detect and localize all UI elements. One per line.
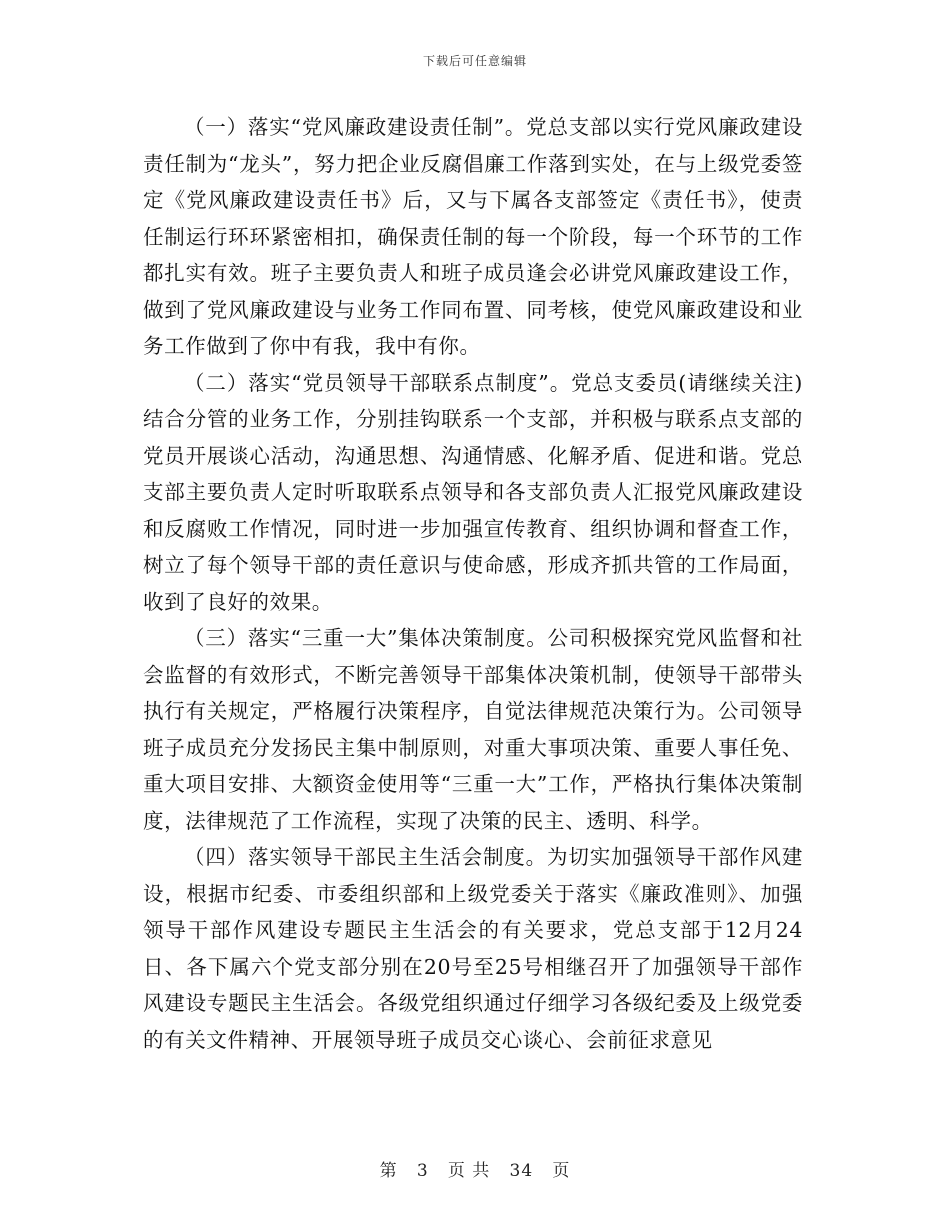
paragraph-4: （四）落实领导干部民主生活会制度。为切实加强领导干部作风建设，根据市纪委、市委组织部和上级党委关于落实《廉政准则》、加强领导干部作风建设专题民主生活会的有关要求，党总支部于12月24日、各下属六个党支部分别在20号至25号相继召开了加强领导干部作风建设专题民主生活会。各级党组织通过仔细学习各级纪委及上级党委的有关文件精神、开展领导班子成员交心谈心、会前征求意见 [143,845,803,1052]
header-note: 下载后可任意编辑 [422,54,527,68]
page-number-footer [0,1156,950,1181]
document-body [143,109,803,1058]
footer-prefix: 第 [379,1161,398,1181]
footer-total-pages: 34 [509,1161,534,1181]
footer-page-number: 3 [416,1161,429,1181]
paragraph-2: （二）落实“党员领导干部联系点制度”。党总支委员(请继续关注)结合分管的业务工作，分别挂钩联系一个支部，并积极与联系点支部的党员开展谈心活动，沟通思想、沟通情感、化解矛盾、促进和谐。党总支部主要负责人定时听取联系点领导和各支部负责人汇报党风廉政建设和反腐败工作情况，同时进一步加强宣传教育、组织协调和督查工作，树立了每个领导干部的责任意识与使命感，形成齐抓共管的工作局面，收到了良好的效果。 [143,370,803,614]
paragraph-1: （一）落实“党风廉政建设责任制”。党总支部以实行党风廉政建设责任制为“龙头”，努力把企业反腐倡廉工作落到实处，在与上级党委签定《党风廉政建设责任书》后，又与下属各支部签定《责任书》，使责任制运行环环紧密相扣，确保责任制的每一个阶段，每一个环节的工作都扎实有效。班子主要负责人和班子成员逢会必讲党风廉政建设工作，做到了党风廉政建设与业务工作同布置、同考核，使党风廉政建设和业务工作做到了你中有我，我中有你。 [143,115,803,358]
paragraph-3: （三）落实“三重一大”集体决策制度。公司积极探究党风监督和社会监督的有效形式，不断完善领导干部集体决策机制，使领导干部带头执行有关规定，严格履行决策程序，自觉法律规范决策行为。公司领导班子成员充分发扬民主集中制原则，对重大事项决策、重要人事任免、重大项目安排、大额资金使用等“三重一大”工作，严格执行集体决策制度，法律规范了工作流程，实现了决策的民主、透明、科学。 [143,626,803,833]
footer-suffix: 页 [552,1161,571,1181]
footer-middle: 页 共 [447,1161,491,1181]
